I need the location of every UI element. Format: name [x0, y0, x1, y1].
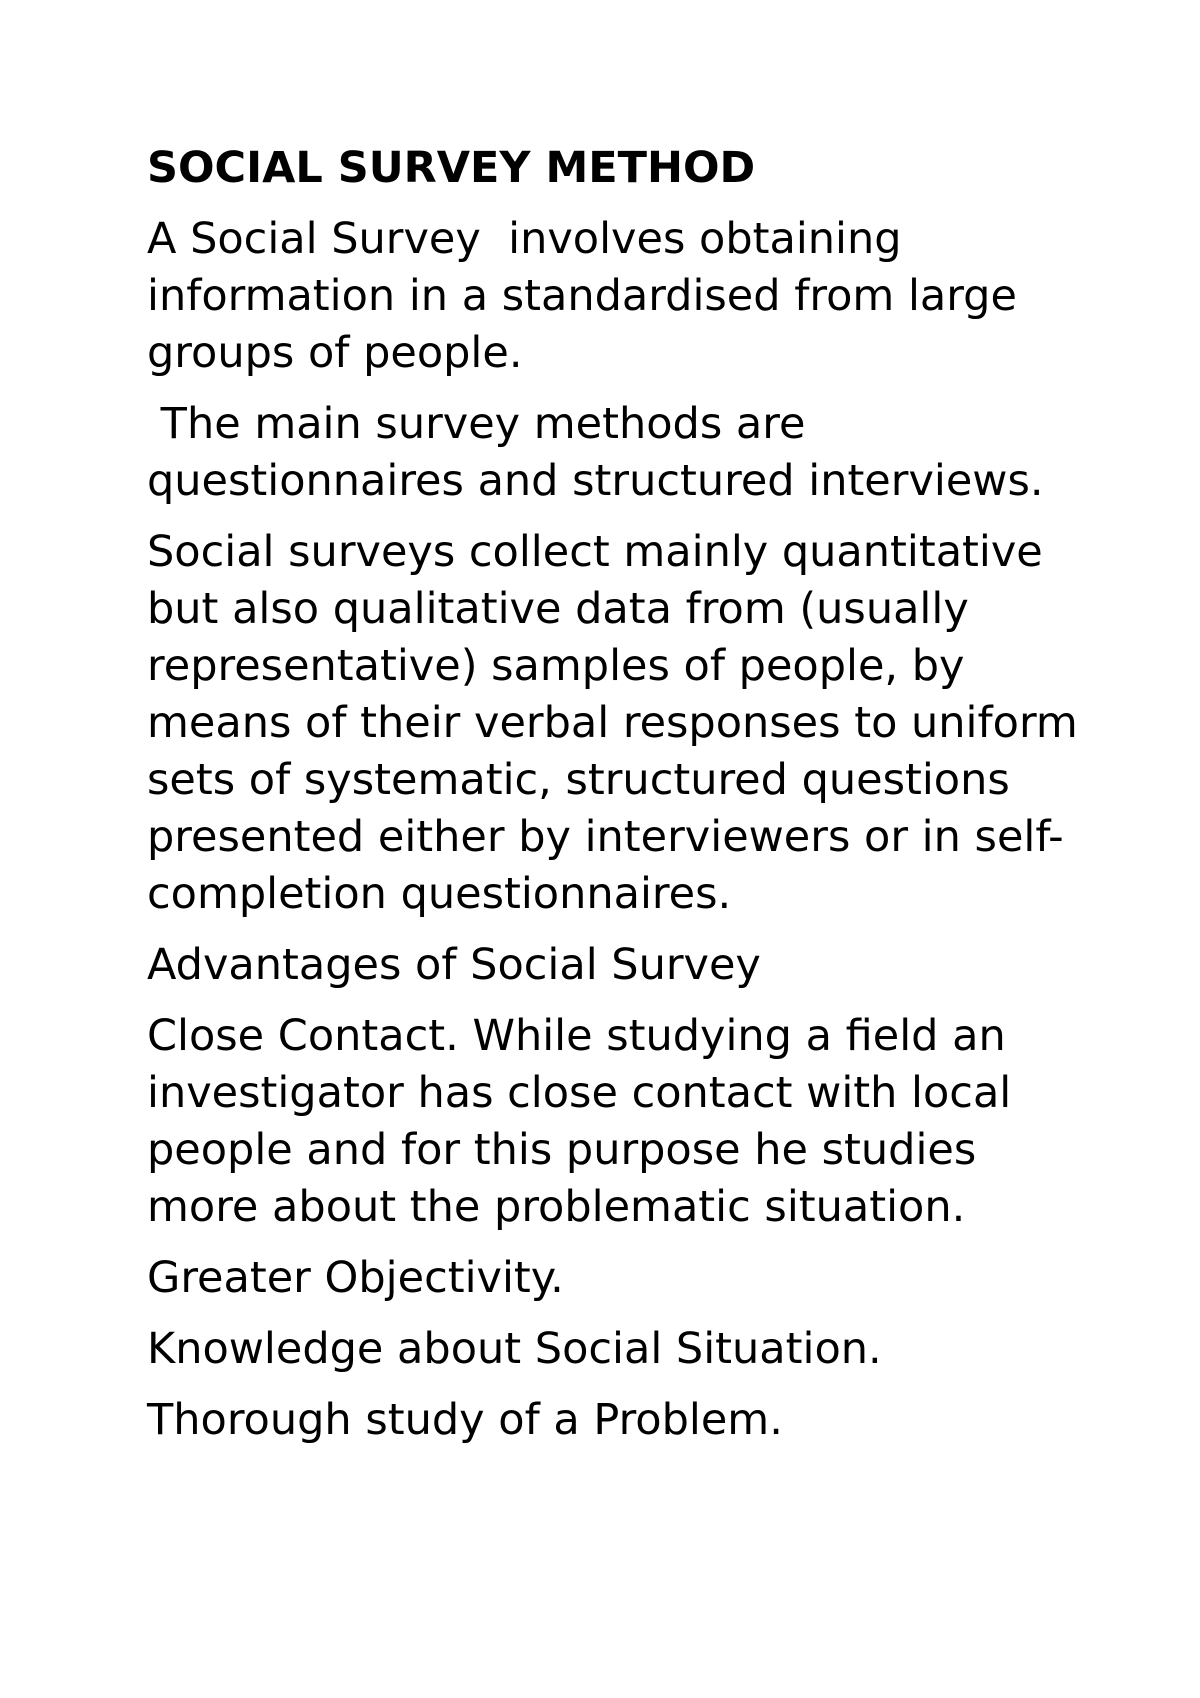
- paragraph-definition: A Social Survey involves obtaining information in a standardised from large groups of people.: [147, 214, 1031, 378]
- document-body: [147, 140, 1092, 1449]
- paragraph-close-contact: Close Contact. While studying a field an investigator has close contact with local people and for this purpose he studies more about the problematic situation.: [147, 1011, 1025, 1232]
- paragraph-main-methods: The main survey methods are questionnaires and structured interviews.: [147, 399, 1044, 506]
- paragraph-knowledge-social-situation: Knowledge about Social Situation.: [147, 1324, 882, 1374]
- paragraph-data-collection: Social surveys collect mainly quantitative but also qualitative data from (usually representative) samples of people, by means of their verbal responses to uniform sets of systematic, structured questions presented either by interviewers or in self-completion questionnaires.: [147, 527, 1092, 919]
- document-title: SOCIAL SURVEY METHOD: [147, 143, 756, 193]
- paragraph-greater-objectivity: Greater Objectivity.: [147, 1253, 564, 1303]
- paragraph-thorough-study: Thorough study of a Problem.: [147, 1395, 783, 1445]
- paragraph-advantages-heading: Advantages of Social Survey: [147, 940, 761, 990]
